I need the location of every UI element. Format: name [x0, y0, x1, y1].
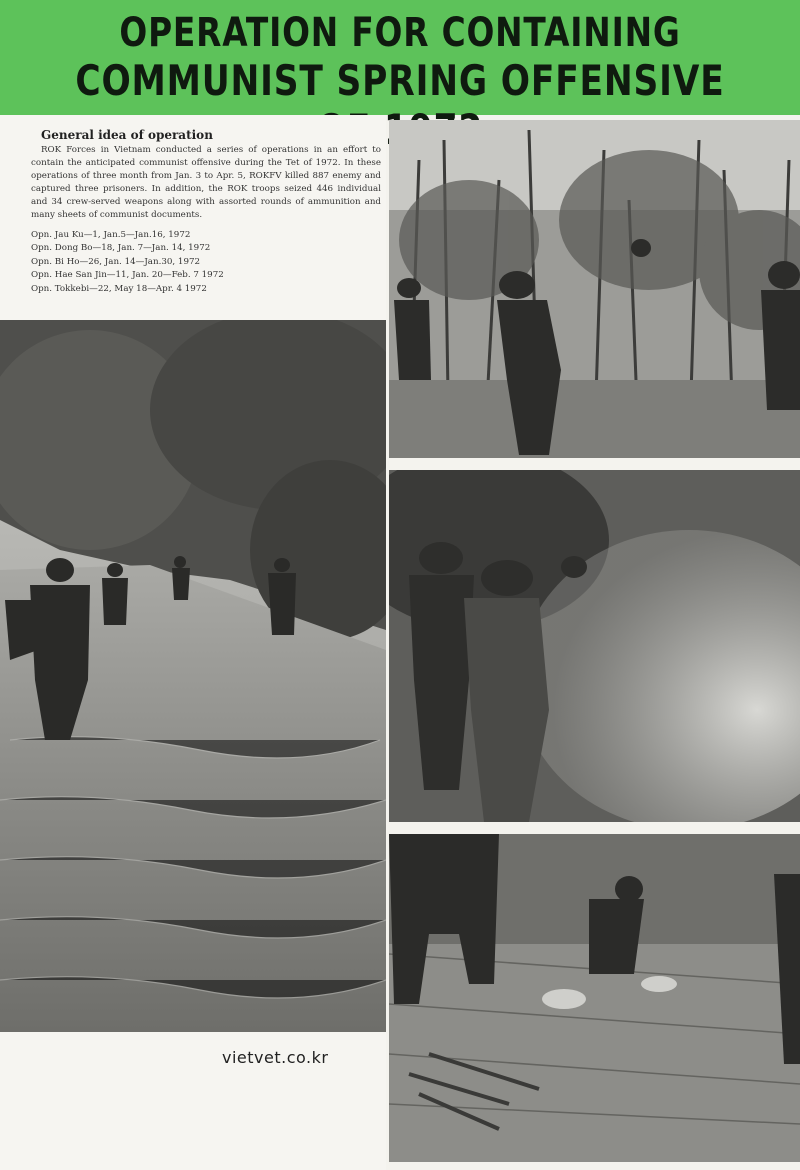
article-heading: General idea of operation [41, 128, 213, 142]
operation-item: Opn. Bi Ho—26, Jan. 14—Jan.30, 1972 [31, 256, 201, 267]
website-watermark: vietvet.co.kr [222, 1048, 329, 1067]
photo-weapons-cache [389, 834, 800, 1162]
article-body [31, 144, 381, 223]
operations-list [31, 229, 224, 296]
article-paragraph: ROK Forces in Vietnam conducted a series of operations in an effort to contain the anticipated communist offensive during the Tet of 1972. In these operations of three month from Jan. 3 to Apr. 5, ROKFV killed 887 enemy and captured three prisoners. In addition, the ROK troops seized 446 individual and 34 crew-served weapons along with assorted rounds of ammunition and many sheets of communist documents. [31, 145, 381, 221]
operation-item: Opn. Dong Bo—18, Jan. 7—Jan. 14, 1972 [31, 243, 211, 254]
operation-item: Opn. Jau Ku—1, Jan.5—Jan.16, 1972 [31, 230, 191, 240]
operation-item: Opn. Hae San Jin—11, Jan. 20—Feb. 7 1972 [31, 270, 224, 281]
photo-soldiers-smoke [389, 470, 800, 822]
operation-item: Opn. Tokkebi—22, May 18—Apr. 4 1972 [31, 283, 207, 294]
photo-soldiers-in-brush [389, 120, 800, 458]
page-title-line-1: OPERATION FOR CONTAINING [119, 10, 681, 56]
photo-river-crossing [0, 320, 386, 1032]
page-title-line-2: COMMUNIST SPRING OFFENSIVE [75, 56, 725, 105]
